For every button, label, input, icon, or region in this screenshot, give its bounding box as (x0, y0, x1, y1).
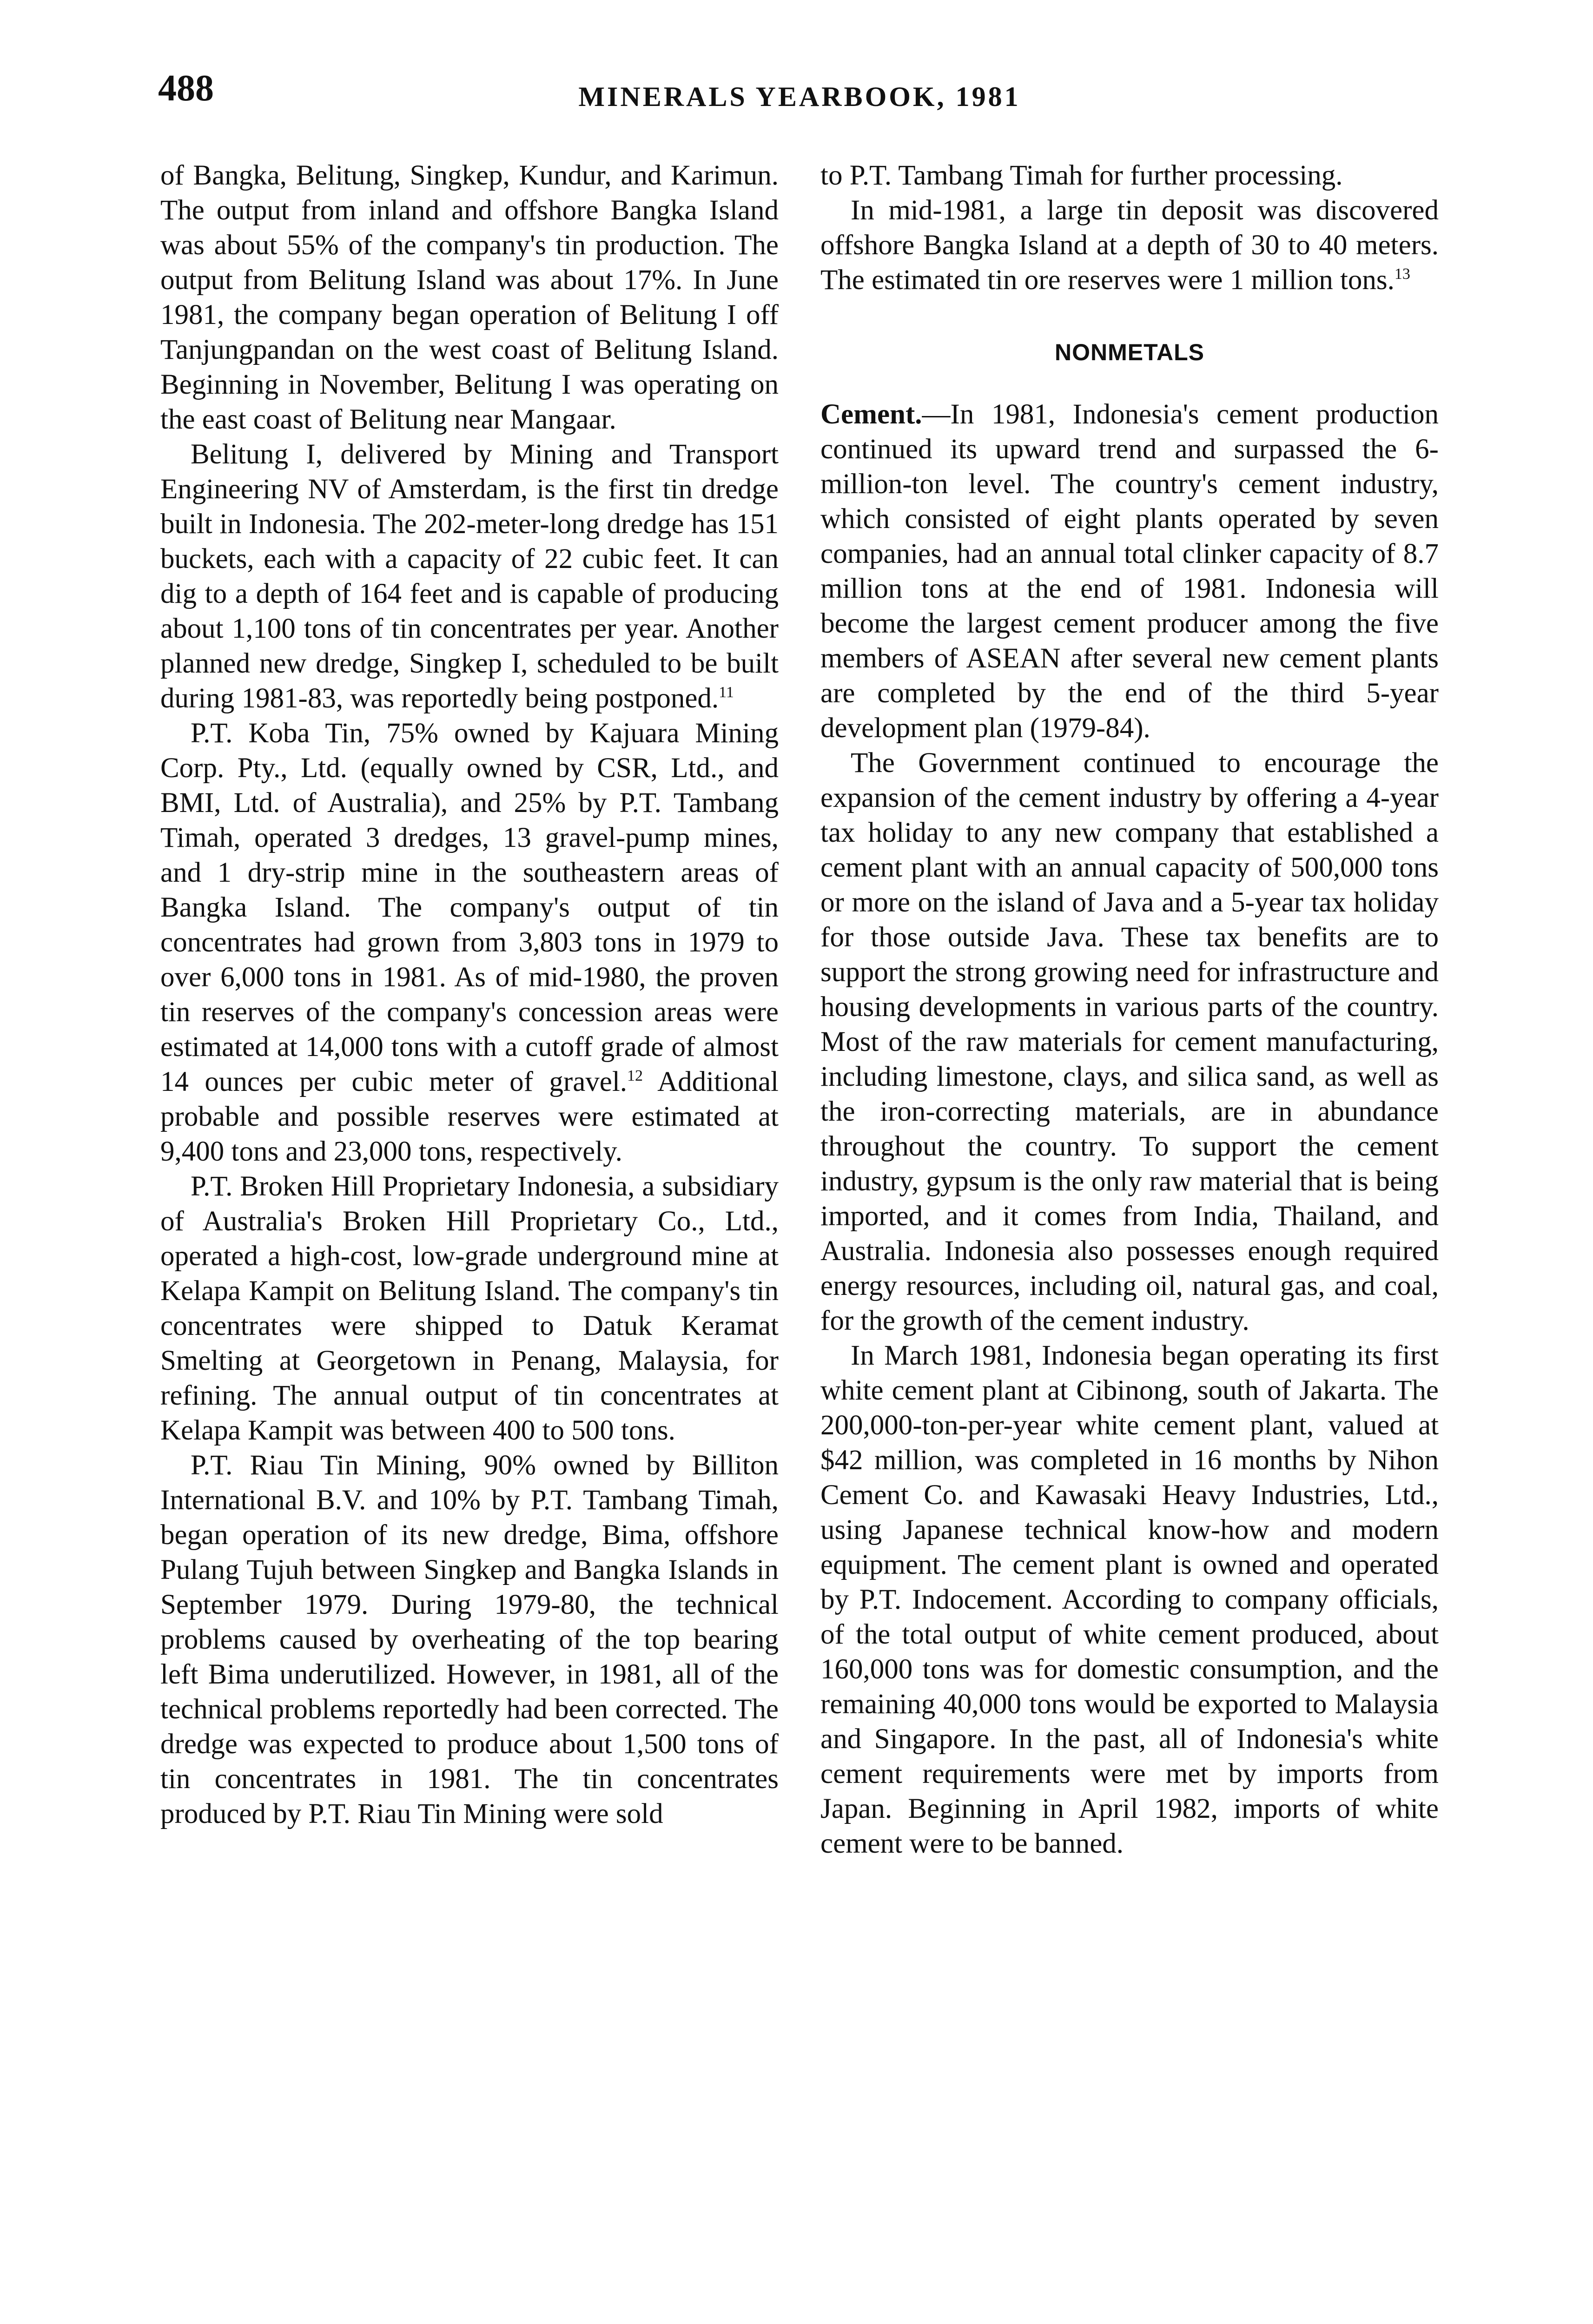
right-column (820, 158, 1439, 1861)
running-title: MINERALS YEARBOOK, 1981 (578, 81, 1021, 112)
paragraph (160, 1169, 779, 1448)
footnote-ref: 13 (1394, 265, 1410, 283)
paragraph (820, 158, 1439, 193)
page-header (158, 70, 1441, 121)
paragraph-text: of Bangka, Belitung, Singkep, Kundur, and Karimun. The output from inland and offshore Bangka Island was about 55% of the company's tin production. The output from Belitung Island was about 17%. In June 1981, the company began operation of Belitung I off Tanjungpandan on the west coast of Belitung Island. Beginning in November, Belitung I was operating on the east coast of Belitung near Mangaar. (160, 160, 779, 435)
paragraph-text: Belitung I, delivered by Mining and Transport Engineering NV of Amsterdam, is the first tin dredge built in Indonesia. The 202-meter-long dredge has 151 buckets, each with a capacity of 22 cubic feet. It can dig to a depth of 164 feet and is capable of producing about 1,100 tons of tin concentrates per year. Another planned new dredge, Singkep I, scheduled to be built during 1981-83, was reportedly being postponed. (160, 439, 779, 714)
page-number: 488 (158, 68, 214, 109)
footnote-ref: 11 (719, 684, 734, 701)
paragraph (160, 437, 779, 716)
paragraph (820, 1338, 1439, 1861)
paragraph (820, 397, 1439, 746)
paragraph-text: Additional probable and possible reserves were estimated at 9,400 tons and 23,000 tons, respectively. (160, 1066, 779, 1167)
paragraph-text: In March 1981, Indonesia began operating its first white cement plant at Cibinong, south of Jakarta. The 200,000-ton-per-year white cement plant, valued at $42 million, was completed in 16 months by Nihon Cement Co. and Kawasaki Heavy Industries, Ltd., using Japanese technical know-how and modern equipment. The cement plant is owned and operated by P.T. Indocement. According to company officials, of the total output of white cement produced, about 160,000 tons was for domestic consumption, and the remaining 40,000 tons would be exported to Malaysia and Singapore. In the past, all of Indonesia's white cement requirements were met by imports from Japan. Beginning in April 1982, imports of white cement were to be banned. (820, 1340, 1439, 1859)
run-in-heading: Cement. (820, 399, 922, 430)
paragraph-text: —In 1981, Indonesia's cement production continued its upward trend and surpassed the 6-million-ton level. The country's cement industry, which consisted of eight plants operated by seven companies, had an annual total clinker capacity of 8.7 million tons at the end of 1981. Indonesia will become the largest cement producer among the five members of ASEAN after several new cement plants are completed by the end of the third 5-year development plan (1979-84). (820, 399, 1439, 744)
paragraph-text: P.T. Broken Hill Proprietary Indonesia, a subsidiary of Australia's Broken Hill Proprietary Co., Ltd., operated a high-cost, low-grade underground mine at Kelapa Kampit on Belitung Island. The company's tin concentrates were shipped to Datuk Keramat Smelting at Georgetown in Penang, Malaysia, for refining. The annual output of tin concentrates at Kelapa Kampit was between 400 to 500 tons. (160, 1171, 779, 1446)
paragraph (160, 1448, 779, 1831)
paragraph-text: to P.T. Tambang Timah for further processing. (820, 160, 1343, 191)
paragraph (820, 193, 1439, 297)
footnote-ref: 12 (627, 1067, 643, 1084)
paragraph-text: P.T. Koba Tin, 75% owned by Kajuara Mining Corp. Pty., Ltd. (equally owned by CSR, Ltd., and BMI, Ltd. of Australia), and 25% by P.T. Tambang Timah, operated 3 dredges, 13 gravel-pump mines, and 1 dry-strip mine in the southeastern areas of Bangka Island. The company's output of tin concentrates had grown from 3,803 tons in 1979 to over 6,000 tons in 1981. As of mid-1980, the proven tin reserves of the company's concession areas were estimated at 14,000 tons with a cutoff grade of almost 14 ounces per cubic meter of gravel. (160, 718, 779, 1097)
paragraph (160, 158, 779, 437)
paragraph-text: The Government continued to encourage the expansion of the cement industry by offering a 4-year tax holiday to any new company that established a cement plant with an annual capacity of 500,000 tons or more on the island of Java and a 5-year tax holiday for those outside Java. These tax benefits are to support the strong growing need for infrastructure and housing developments in various parts of the country. Most of the raw materials for cement manufacturing, including limestone, clays, and silica sand, as well as the iron-correcting materials, are in abundance throughout the country. To support the cement industry, gypsum is the only raw material that is being imported, and it comes from India, Thailand, and Australia. Indonesia also possesses enough required energy resources, including oil, natural gas, and coal, for the growth of the cement industry. (820, 747, 1439, 1336)
paragraph-text: In mid-1981, a large tin deposit was discovered offshore Bangka Island at a depth of 30 to 40 meters. The estimated tin ore reserves were 1 million tons. (820, 195, 1439, 296)
section-heading: NONMETALS (1055, 339, 1204, 365)
paragraph-text: P.T. Riau Tin Mining, 90% owned by Billiton International B.V. and 10% by P.T. Tambang Timah, began operation of its new dredge, Bima, offshore Pulang Tujuh between Singkep and Bangka Islands in September 1979. During 1979-80, the technical problems caused by overheating of the top bearing left Bima underutilized. However, in 1981, all of the technical problems reportedly had been corrected. The dredge was expected to produce about 1,500 tons of tin concentrates in 1981. The tin concentrates produced by P.T. Riau Tin Mining were sold (160, 1450, 779, 1829)
left-column (160, 158, 779, 1831)
paragraph (820, 746, 1439, 1338)
paragraph (160, 716, 779, 1169)
